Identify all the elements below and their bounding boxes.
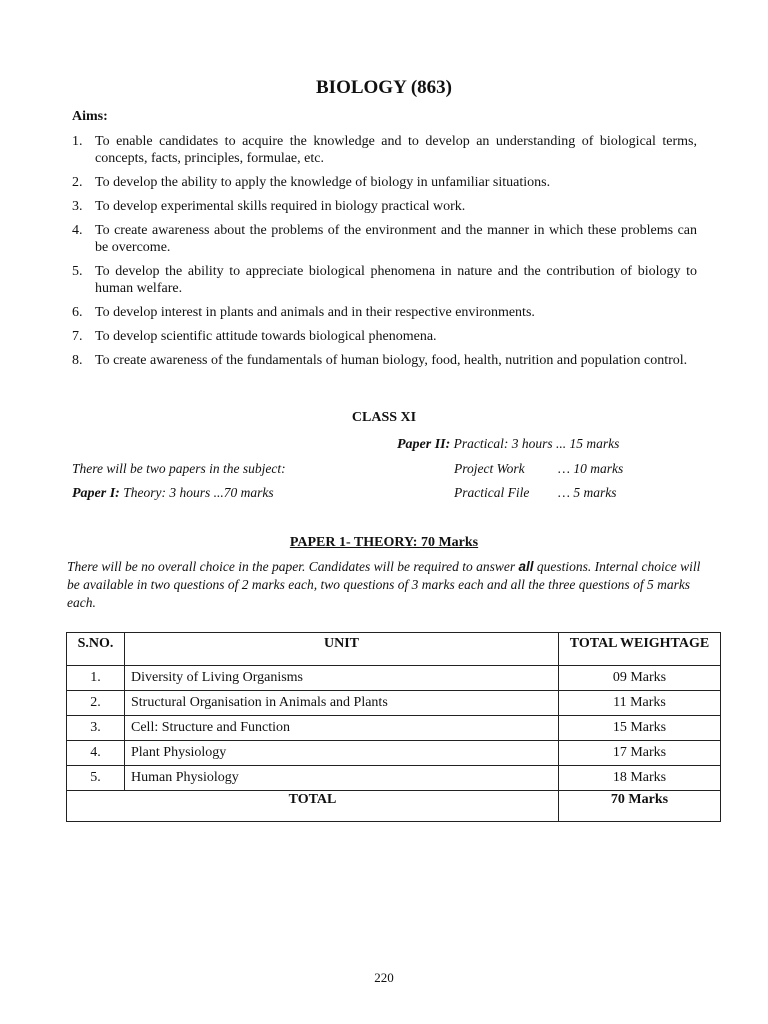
table-row xyxy=(67,716,721,741)
header-total-weightage: TOTAL WEIGHTAGE xyxy=(559,633,721,666)
paper-2-line xyxy=(397,436,619,453)
aim-number: 4. xyxy=(72,223,83,238)
aim-text: To develop the ability to appreciate biological phenomena in nature and the contribution of biology to human welfare. xyxy=(95,264,697,296)
instructions-text: There will be no overall choice in the paper. Candidates will be required to answer xyxy=(67,559,519,574)
aim-item xyxy=(72,328,697,345)
header-sno: S.NO. xyxy=(67,633,125,666)
class-heading: CLASS XI xyxy=(351,410,417,425)
paper-heading: PAPER 1- THEORY: 70 Marks xyxy=(289,535,479,550)
instructions-text: questions. Internal choice will be available in two questions of 2 marks each, two questions of 3 marks each and all the three questions of 5 marks each. xyxy=(67,559,701,610)
project-work-marks: … 10 marks xyxy=(558,461,624,476)
cell-marks: 11 Marks xyxy=(559,691,721,716)
header-unit: UNIT xyxy=(125,633,559,666)
aim-number: 2. xyxy=(72,175,83,190)
weightage-table xyxy=(66,632,721,822)
cell-marks: 17 Marks xyxy=(559,741,721,766)
total-marks: 70 Marks xyxy=(559,791,721,822)
aims-list xyxy=(72,133,697,376)
page-number: 220 xyxy=(374,970,394,985)
cell-sno: 3. xyxy=(67,716,125,741)
table-header-row xyxy=(67,633,721,666)
paper-1-detail: Theory: 3 hours ...70 marks xyxy=(123,485,274,500)
paper-1-label: Paper I: xyxy=(72,486,120,501)
project-work-label: Project Work xyxy=(454,461,525,476)
aim-number: 1. xyxy=(72,134,83,149)
aim-item xyxy=(72,352,697,369)
cell-marks: 18 Marks xyxy=(559,766,721,791)
cell-sno: 5. xyxy=(67,766,125,791)
cell-sno: 2. xyxy=(67,691,125,716)
aim-item xyxy=(72,263,697,297)
aim-item xyxy=(72,304,697,321)
aim-text: To develop scientific attitude towards biological phenomena. xyxy=(95,329,437,344)
practical-file-label: Practical File xyxy=(454,485,530,500)
aim-item xyxy=(72,198,697,215)
aim-item xyxy=(72,133,697,167)
table-total-row xyxy=(67,791,721,822)
cell-unit: Structural Organisation in Animals and Plants xyxy=(125,691,559,716)
aim-number: 7. xyxy=(72,329,83,344)
paper-2-label: Paper II: xyxy=(397,437,451,452)
instructions-emphasis: all xyxy=(518,559,534,574)
aim-text: To create awareness about the problems of the environment and the manner in which these problems can be overcome. xyxy=(95,223,697,255)
cell-unit: Human Physiology xyxy=(125,766,559,791)
cell-marks: 09 Marks xyxy=(559,666,721,691)
cell-unit: Cell: Structure and Function xyxy=(125,716,559,741)
cell-sno: 4. xyxy=(67,741,125,766)
paper-2-detail: Practical: 3 hours ... 15 marks xyxy=(453,436,620,451)
two-papers-note: There will be two papers in the subject: xyxy=(72,461,286,476)
table-row xyxy=(67,666,721,691)
aim-text: To develop interest in plants and animals and in their respective environments. xyxy=(95,305,535,320)
aims-label: Aims: xyxy=(72,109,108,124)
aim-number: 6. xyxy=(72,305,83,320)
aim-text: To develop the ability to apply the knowledge of biology in unfamiliar situations. xyxy=(95,175,551,190)
aim-text: To enable candidates to acquire the knowledge and to develop an understanding of biological terms, concepts, facts, principles, formulae, etc. xyxy=(95,134,697,166)
aim-text: To develop experimental skills required in biology practical work. xyxy=(95,199,466,214)
paper-instructions xyxy=(67,558,703,612)
paper-1-line xyxy=(72,485,274,502)
cell-unit: Diversity of Living Organisms xyxy=(125,666,559,691)
table-row xyxy=(67,741,721,766)
aim-item xyxy=(72,222,697,256)
aim-number: 3. xyxy=(72,199,83,214)
aim-number: 8. xyxy=(72,353,83,368)
total-label: TOTAL xyxy=(67,791,559,822)
page-title: BIOLOGY (863) xyxy=(316,77,452,98)
table-row xyxy=(67,691,721,716)
aim-text: To create awareness of the fundamentals of human biology, food, health, nutrition and population control. xyxy=(95,353,688,368)
practical-file-marks: … 5 marks xyxy=(558,485,617,500)
aim-item xyxy=(72,174,697,191)
cell-sno: 1. xyxy=(67,666,125,691)
cell-unit: Plant Physiology xyxy=(125,741,559,766)
table-row xyxy=(67,766,721,791)
cell-marks: 15 Marks xyxy=(559,716,721,741)
aim-number: 5. xyxy=(72,264,83,279)
